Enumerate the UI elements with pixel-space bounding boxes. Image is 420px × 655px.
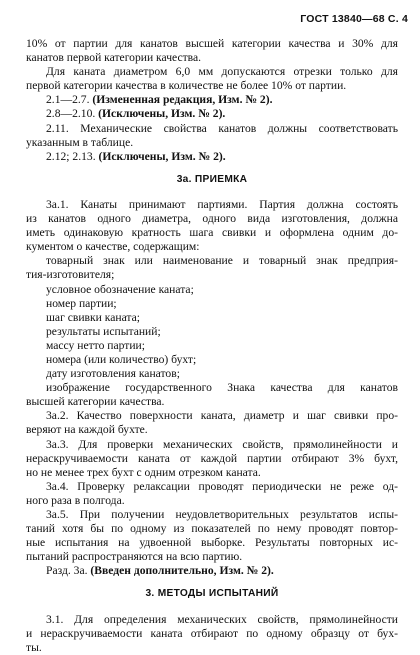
revision-prefix: Разд. 3а. [46, 564, 91, 578]
list-item: номер партии; [46, 296, 117, 310]
list-item: изображение государственного Знака качества для канатов [46, 381, 398, 395]
revision-bold: (Исключены, Изм. № 2). [98, 149, 226, 163]
section-heading: 3а. ПРИЕМКА [176, 173, 248, 185]
list-item: шаг свивки каната; [46, 310, 140, 324]
text-line: ты. [26, 640, 42, 654]
text-line: 3а.2. Качество поверхности каната, диаметр и шаг свивки про- [46, 409, 398, 423]
document-body [26, 37, 398, 655]
list-item: товарный знак или наименование и товарный знак предприя- [46, 254, 398, 268]
revision-prefix: 2.8—2.10. [46, 107, 99, 121]
text-line: 3а.4. Проверку релаксации проводят периодически не реже од- [46, 479, 398, 493]
list-item: массу нетто партии; [46, 338, 145, 352]
text-line: 2.11. Механические свойства канатов должны соответствовать [46, 121, 398, 135]
text-line: ные испытания на удвоенной выборке. Результаты повторных ис- [26, 536, 398, 550]
revision-note [26, 150, 398, 164]
text-line: 3а.3. Для проверки механических свойств, прямолинейности и [46, 437, 398, 451]
text-line: первой категории качества в количестве не более 10% от партии. [26, 79, 347, 93]
revision-prefix: 2.1—2.7. [46, 93, 93, 107]
text-line: иметь одинаковую кратность шага свивки и оформлена одним до- [26, 226, 398, 240]
list-item: условное обозначение каната; [46, 282, 194, 296]
text-line: 3а.1. Канаты принимают партиями. Партия должна состоять [46, 197, 398, 211]
list-item: дату изготовления канатов; [46, 367, 180, 381]
revision-note [26, 564, 398, 578]
text-line: канатов первой категории качества. [26, 51, 202, 65]
text-line: указанным в таблице. [26, 135, 134, 149]
text-line: веряют на каждой бухте. [26, 423, 148, 437]
revision-note [26, 93, 398, 107]
text-line: 3.1. Для определения механических свойств, прямолинейности [46, 612, 398, 626]
text-line: Для каната диаметром 6,0 мм допускаются отрезки только для [46, 65, 398, 79]
revision-bold: (Исключены, Изм. № 2). [98, 107, 226, 121]
list-item: номера (или количество) бухт; [46, 352, 197, 366]
list-item: результаты испытаний; [46, 324, 161, 338]
text-line: но не менее трех бухт с одним отрезком каната. [26, 465, 261, 479]
revision-note [26, 107, 398, 121]
text-line: пытаний распространяются на всю партию. [26, 550, 243, 564]
revision-prefix: 2.12; 2.13. [46, 149, 99, 163]
section-heading: 3. МЕТОДЫ ИСПЫТАНИЙ [145, 588, 279, 600]
revision-bold: (Измененная редакция, Изм. № 2). [92, 93, 273, 107]
list-item: высшей категории качества. [26, 395, 165, 409]
text-line: нераскручиваемости каната от каждой партии отбирают 3% бухт, [26, 451, 398, 465]
text-line: из канатов одного диаметра, одного вида изготовления, должна [26, 212, 398, 226]
page-header: ГОСТ 13840—68 С. 4 [300, 13, 408, 25]
list-item: тия-изготовителя; [26, 268, 115, 282]
text-line: ного раза в полгода. [26, 493, 125, 507]
text-line: 10% от партии для канатов высшей категории качества и 30% для [26, 37, 398, 50]
text-line: и нераскручиваемости каната отбирают по одному образцу от бух- [26, 626, 398, 640]
revision-bold: (Введен дополнительно, Изм. № 2). [90, 564, 274, 578]
text-line: 3а.5. При получении неудовлетворительных результатов испы- [46, 508, 398, 521]
text-line: таний хотя бы по одному из показателей по нему проводят повтор- [26, 522, 398, 536]
text-line: кументом о качестве, содержащим: [26, 240, 200, 254]
